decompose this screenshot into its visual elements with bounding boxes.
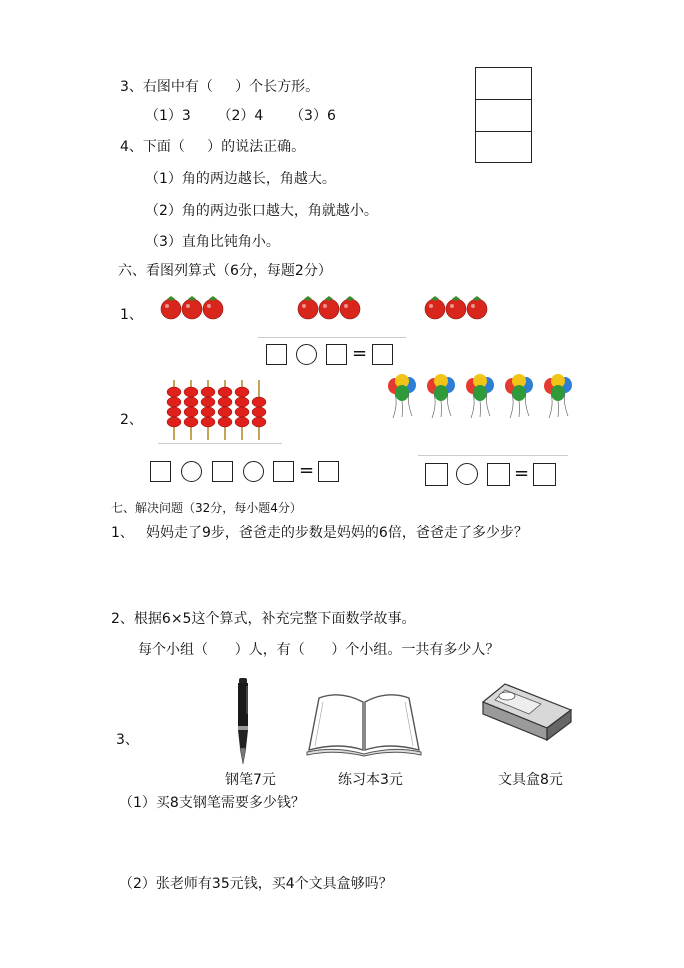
- problem3-number: 3、: [116, 732, 139, 748]
- section7-title: 七、解决问题（32分，每小题4分）: [111, 501, 302, 515]
- equals-sign: =: [514, 463, 530, 484]
- answer-box[interactable]: [372, 344, 393, 365]
- problem1-number: 1、: [111, 525, 134, 541]
- answer-box[interactable]: [425, 463, 448, 486]
- answer-box[interactable]: [266, 344, 287, 365]
- notebook-price-label: 练习本3元: [338, 772, 403, 788]
- problem1-text: 妈妈走了9步，爸爸走的步数是妈妈的6倍，爸爸走了多少步？: [146, 525, 528, 541]
- pencil-case-picture: [481, 680, 573, 742]
- q4-option-1: （1）角的两边越长，角越大。: [145, 171, 336, 187]
- answer-box[interactable]: [273, 461, 294, 482]
- operator-circle[interactable]: [243, 461, 264, 482]
- q4-text: 4、下面（ ）的说法正确。: [120, 139, 306, 155]
- equals-sign: =: [352, 343, 368, 364]
- rectangle-figure: [475, 67, 532, 163]
- answer-box[interactable]: [533, 463, 556, 486]
- problem2-text: 2、根据6×5这个算式，补充完整下面数学故事。: [111, 611, 416, 627]
- pencil-case-price-label: 文具盒8元: [498, 772, 563, 788]
- answer-box[interactable]: [318, 461, 339, 482]
- haw-sticks-picture: [164, 378, 272, 442]
- tomato-group-1: [160, 293, 226, 321]
- problem3-question1: （1）买8支钢笔需要多少钱？: [119, 795, 305, 811]
- item2-number: 2、: [120, 412, 143, 428]
- notebook-picture: [305, 688, 423, 756]
- q4-option-2: （2）角的两边张口越大，角就越小。: [145, 203, 378, 219]
- problem3-question2: （2）张老师有35元钱，买4个文具盒够吗？: [119, 876, 393, 892]
- answer-box[interactable]: [326, 344, 347, 365]
- equals-sign: =: [299, 460, 315, 481]
- pen-price-label: 钢笔7元: [225, 772, 276, 788]
- pen-picture: [235, 678, 251, 768]
- answer-box[interactable]: [212, 461, 233, 482]
- item1-number: 1、: [120, 307, 143, 323]
- answer-box[interactable]: [487, 463, 510, 486]
- problem2-story: 每个小组（ ）人，有（ ）个小组。一共有多少人？: [138, 642, 500, 658]
- tomato-group-3: [424, 293, 490, 321]
- operator-circle[interactable]: [456, 463, 478, 485]
- operator-circle[interactable]: [181, 461, 202, 482]
- answer-box[interactable]: [150, 461, 171, 482]
- q4-option-3: （3）直角比钝角小。: [145, 234, 280, 250]
- q3-options: （1）3 （2）4 （3）6: [145, 108, 336, 124]
- section6-title: 六、看图列算式（6分，每题2分）: [118, 263, 332, 279]
- balloons-picture: [386, 374, 582, 420]
- q3-text: 3、右图中有（ ）个长方形。: [120, 79, 320, 95]
- operator-circle[interactable]: [296, 344, 317, 365]
- tomato-group-2: [297, 293, 363, 321]
